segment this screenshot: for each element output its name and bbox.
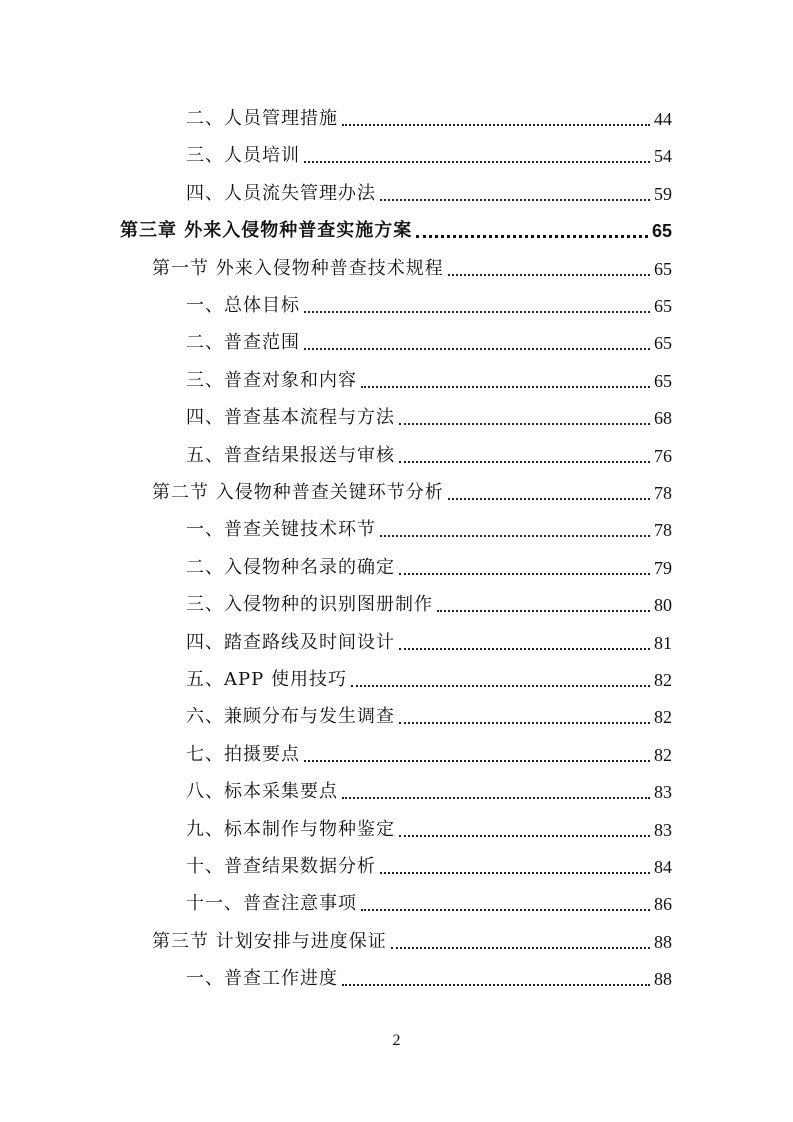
toc-entry[interactable] (186, 399, 672, 429)
toc-entry-title: 第一节 外来入侵物种普查技术规程 (152, 257, 444, 279)
toc-entry-title: 四、普查基本流程与方法 (186, 407, 395, 429)
toc-entry[interactable] (186, 324, 672, 354)
toc-entry-page: 84 (654, 857, 672, 877)
toc-entry[interactable] (186, 549, 672, 579)
toc-entry[interactable] (186, 811, 672, 841)
toc-entry[interactable] (186, 960, 672, 990)
toc-entry[interactable] (152, 923, 672, 953)
toc-entry[interactable] (186, 848, 672, 878)
toc-entry-page: 88 (654, 931, 672, 952)
toc-entry-title: 十一、普查注意事项 (186, 893, 357, 915)
toc-entry-page: 68 (654, 408, 672, 429)
dot-leader (342, 983, 650, 986)
toc-entry-title: 五、普查结果报送与审核 (186, 444, 395, 466)
toc-entry-page: 54 (654, 146, 672, 167)
toc-entry-page: 65 (654, 296, 672, 316)
toc-entry-title: 二、普查范围 (186, 332, 300, 354)
dot-leader (399, 460, 650, 463)
toc-entry[interactable] (186, 698, 672, 728)
dot-leader (399, 572, 650, 575)
toc-entry[interactable] (186, 175, 672, 205)
toc-entry[interactable] (186, 137, 672, 167)
dot-leader (351, 684, 650, 687)
toc-entry-title: 第三节 计划安排与进度保证 (152, 930, 387, 952)
page-number: 2 (392, 1032, 401, 1049)
toc-entry-title: 一、普查工作进度 (186, 968, 338, 990)
toc-entry-page: 65 (654, 258, 672, 279)
dot-leader (380, 534, 650, 537)
dot-leader (399, 647, 650, 650)
toc-entry-page: 83 (654, 819, 672, 840)
dot-leader (304, 160, 650, 163)
toc-entry[interactable] (186, 885, 672, 915)
toc-entry[interactable] (186, 437, 672, 467)
toc-entry[interactable] (186, 661, 672, 691)
dot-leader (399, 422, 650, 425)
toc-entry-title: 第三章 外来入侵物种普查实施方案 (120, 220, 413, 242)
toc-entry[interactable] (186, 736, 672, 766)
toc-entry[interactable] (152, 250, 672, 280)
dot-leader (361, 385, 650, 388)
dot-leader (380, 871, 650, 874)
dot-leader (304, 310, 650, 313)
dot-leader (391, 946, 650, 949)
toc-entry-title: 二、人员管理措施 (186, 108, 338, 129)
toc-entry[interactable] (152, 474, 672, 504)
toc-entry-title: 三、入侵物种的识别图册制作 (186, 594, 433, 616)
toc-entry-title: 九、标本制作与物种鉴定 (186, 818, 395, 840)
toc-entry-title: 第二节 入侵物种普查关键环节分析 (152, 482, 444, 503)
toc-entry-title: 四、人员流失管理办法 (186, 182, 376, 204)
toc-entry-title: 五、APP 使用技巧 (186, 669, 347, 690)
toc-entry-page: 82 (654, 670, 672, 690)
toc-entry-page: 83 (654, 782, 672, 803)
toc-entry-page: 82 (654, 707, 672, 728)
toc-entry-page: 78 (654, 483, 672, 503)
toc-entry[interactable] (186, 511, 672, 541)
toc-entry-title: 二、入侵物种名录的确定 (186, 556, 395, 578)
toc-entry-title: 六、兼顾分布与发生调查 (186, 706, 395, 728)
dot-leader (304, 347, 650, 350)
toc-entry-page: 59 (654, 183, 672, 204)
toc-entry[interactable] (186, 586, 672, 616)
toc-entry-page: 81 (654, 632, 672, 653)
toc-entry[interactable] (186, 773, 672, 803)
toc-entry[interactable] (186, 624, 672, 654)
toc-entry-page: 78 (654, 520, 672, 541)
toc-entry-title: 三、普查对象和内容 (186, 369, 357, 391)
toc-entry-page: 86 (654, 894, 672, 915)
toc-entry[interactable] (186, 362, 672, 392)
toc-entry-page: 80 (654, 595, 672, 616)
toc-entry-title: 一、总体目标 (186, 295, 300, 316)
toc-entry-title: 三、人员培训 (186, 145, 300, 167)
toc-entry-page: 82 (654, 744, 672, 765)
dot-leader (342, 123, 650, 126)
dot-leader (304, 759, 650, 762)
dot-leader (416, 234, 648, 238)
dot-leader (361, 908, 650, 911)
toc-entry-page: 79 (654, 557, 672, 578)
toc-entry-title: 七、拍摄要点 (186, 743, 300, 765)
toc-entry-page: 65 (654, 333, 672, 354)
toc-entry-title: 十、普查结果数据分析 (186, 856, 376, 877)
toc-entry[interactable] (186, 287, 672, 317)
toc-entry-page: 65 (654, 370, 672, 391)
dot-leader (448, 273, 650, 276)
dot-leader (448, 497, 650, 500)
toc-entry-page: 88 (654, 969, 672, 990)
toc-entry-page: 76 (654, 445, 672, 466)
toc-entry-title: 四、踏查路线及时间设计 (186, 631, 395, 653)
dot-leader (342, 796, 650, 799)
dot-leader (399, 721, 650, 724)
dot-leader (437, 609, 650, 612)
toc-entry-title: 八、标本采集要点 (186, 781, 338, 803)
toc-entry[interactable] (120, 212, 672, 242)
toc-entry[interactable] (186, 100, 672, 130)
toc-entry-title: 一、普查关键技术环节 (186, 519, 376, 541)
toc-entry-page: 44 (654, 109, 672, 129)
dot-leader (380, 198, 650, 201)
toc-entry-page: 65 (651, 221, 672, 242)
dot-leader (399, 834, 650, 837)
